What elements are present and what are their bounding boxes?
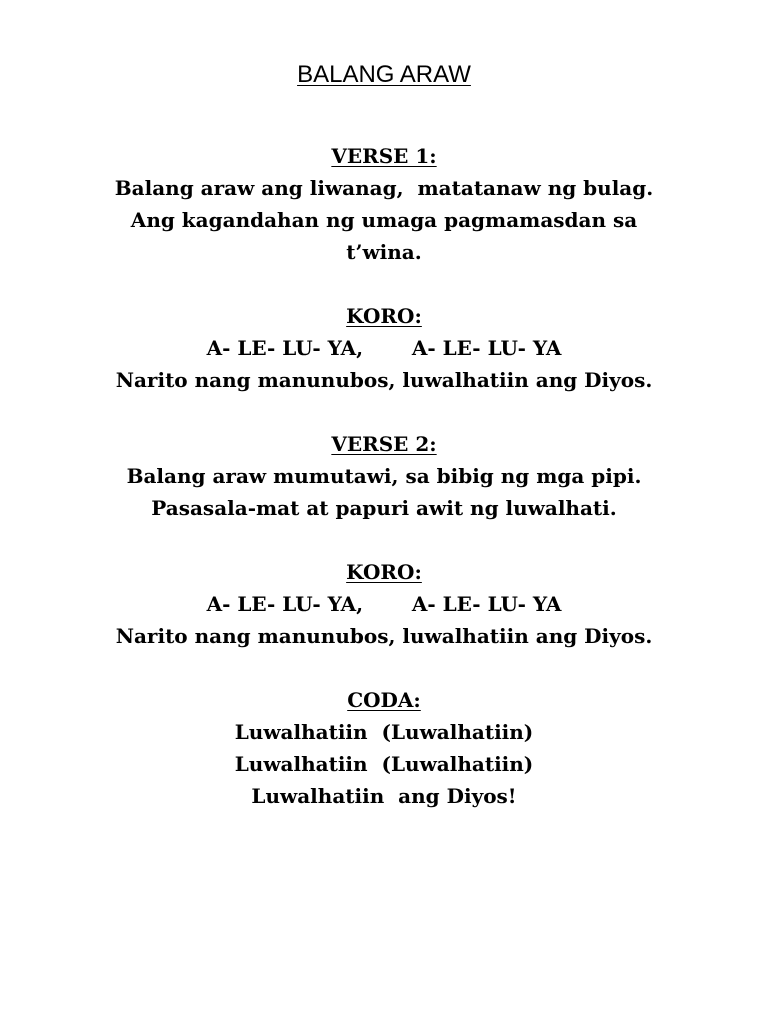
song-title: BALANG ARAW <box>297 61 471 88</box>
document-page <box>0 58 768 844</box>
lyric-line: Narito nang manunubos, luwalhatiin ang Diyos. <box>115 368 653 392</box>
section-koro-1 <box>0 300 768 396</box>
lyric-line: Luwalhatiin (Luwalhatiin) <box>234 752 534 776</box>
section-heading: KORO: <box>346 304 422 328</box>
section-heading: KORO: <box>346 560 422 584</box>
lyric-line: Balang araw ang liwanag, matatanaw ng bulag. <box>114 176 654 200</box>
lyric-line: Pasasala-mat at papuri awit ng luwalhati. <box>151 496 617 520</box>
section-heading: VERSE 2: <box>331 432 437 456</box>
lyric-line: Balang araw mumutawi, sa bibig ng mga pipi. <box>126 464 642 488</box>
section-koro-2 <box>0 556 768 652</box>
lyric-line: A- LE- LU- YA, A- LE- LU- YA <box>206 336 562 360</box>
lyric-line: Ang kagandahan ng umaga pagmamasdan sa <box>130 208 638 232</box>
section-heading: VERSE 1: <box>331 144 437 168</box>
lyric-line: t’wina. <box>346 240 422 264</box>
section-coda <box>0 684 768 812</box>
lyric-line: Luwalhatiin ang Diyos! <box>251 784 517 808</box>
section-heading: CODA: <box>347 688 421 712</box>
lyric-line: A- LE- LU- YA, A- LE- LU- YA <box>206 592 562 616</box>
lyric-line: Narito nang manunubos, luwalhatiin ang Diyos. <box>115 624 653 648</box>
lyric-line: Luwalhatiin (Luwalhatiin) <box>234 720 534 744</box>
section-verse-1 <box>0 140 768 268</box>
section-verse-2 <box>0 428 768 524</box>
